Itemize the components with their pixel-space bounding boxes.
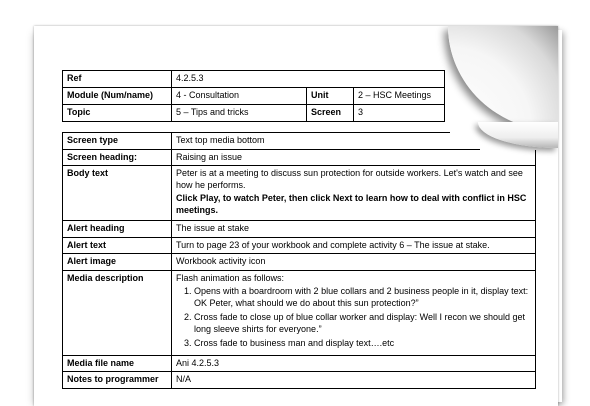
- unit-label: Unit: [307, 88, 354, 105]
- alert-image-value: Workbook activity icon: [172, 254, 536, 271]
- table-row: [63, 166, 536, 221]
- list-item: 1. Opens with a boardroom with 2 blue collars and 2 business people in it, display text: OK Peter, what should we do about this sun protection?”: [194, 286, 531, 309]
- table-row: [63, 88, 445, 105]
- alert-heading-value: The issue at stake: [172, 221, 536, 238]
- screen-value: 3: [354, 105, 445, 122]
- header-table: [62, 70, 445, 122]
- ref-value: 4.2.5.3: [172, 71, 445, 88]
- media-description-cell: [172, 270, 536, 355]
- media-file-label: Media file name: [63, 355, 172, 372]
- media-steps-list: [176, 286, 531, 350]
- body-text-cell: [172, 166, 536, 221]
- notes-label: Notes to programmer: [63, 372, 172, 389]
- media-description-intro: Flash animation as follows:: [176, 272, 285, 283]
- body-text-paragraph: Peter is at a meeting to discuss sun protection for outside workers. Let's watch and see how he performs.: [176, 168, 523, 190]
- alert-text-value: Turn to page 23 of your workbook and complete activity 6 – The issue at stake.: [172, 237, 536, 254]
- screen-label: Screen: [307, 105, 354, 122]
- table-row: [63, 237, 536, 254]
- table-row: [63, 372, 536, 389]
- media-description-label: Media description: [63, 270, 172, 355]
- alert-text-label: Alert text: [63, 237, 172, 254]
- screen-heading-value: Raising an issue: [172, 149, 536, 166]
- list-item: 2. Cross fade to close up of blue collar worker and display: Well I recon we should get long sleeve shirts for everyone.”: [194, 312, 531, 335]
- table-row: [63, 71, 445, 88]
- table-row: [63, 149, 536, 166]
- alert-image-label: Alert image: [63, 254, 172, 271]
- table-row: [63, 355, 536, 372]
- alert-heading-label: Alert heading: [63, 221, 172, 238]
- table-row: [63, 221, 536, 238]
- topic-label: Topic: [63, 105, 172, 122]
- module-value: 4 - Consultation: [172, 88, 307, 105]
- ref-label: Ref: [63, 71, 172, 88]
- details-table: [62, 132, 536, 389]
- table-row: [63, 105, 445, 122]
- list-item: 3. Cross fade to business man and display text….etc: [194, 338, 531, 350]
- screen-heading-label: Screen heading:: [63, 149, 172, 166]
- screen-type-value: Text top media bottom: [172, 133, 536, 150]
- module-label: Module (Num/name): [63, 88, 172, 105]
- table-row: [63, 254, 536, 271]
- unit-value: 2 – HSC Meetings: [354, 88, 445, 105]
- body-text-label: Body text: [63, 166, 172, 221]
- topic-value: 5 – Tips and tricks: [172, 105, 307, 122]
- table-row: [63, 133, 536, 150]
- screen-type-label: Screen type: [63, 133, 172, 150]
- document-page: [34, 26, 558, 406]
- notes-value: N/A: [172, 372, 536, 389]
- body-text-instruction: Click Play, to watch Peter, then click Next to learn how to deal with conflict in HSC meetings.: [176, 193, 527, 215]
- table-row: [63, 270, 536, 355]
- media-file-value: Ani 4.2.5.3: [172, 355, 536, 372]
